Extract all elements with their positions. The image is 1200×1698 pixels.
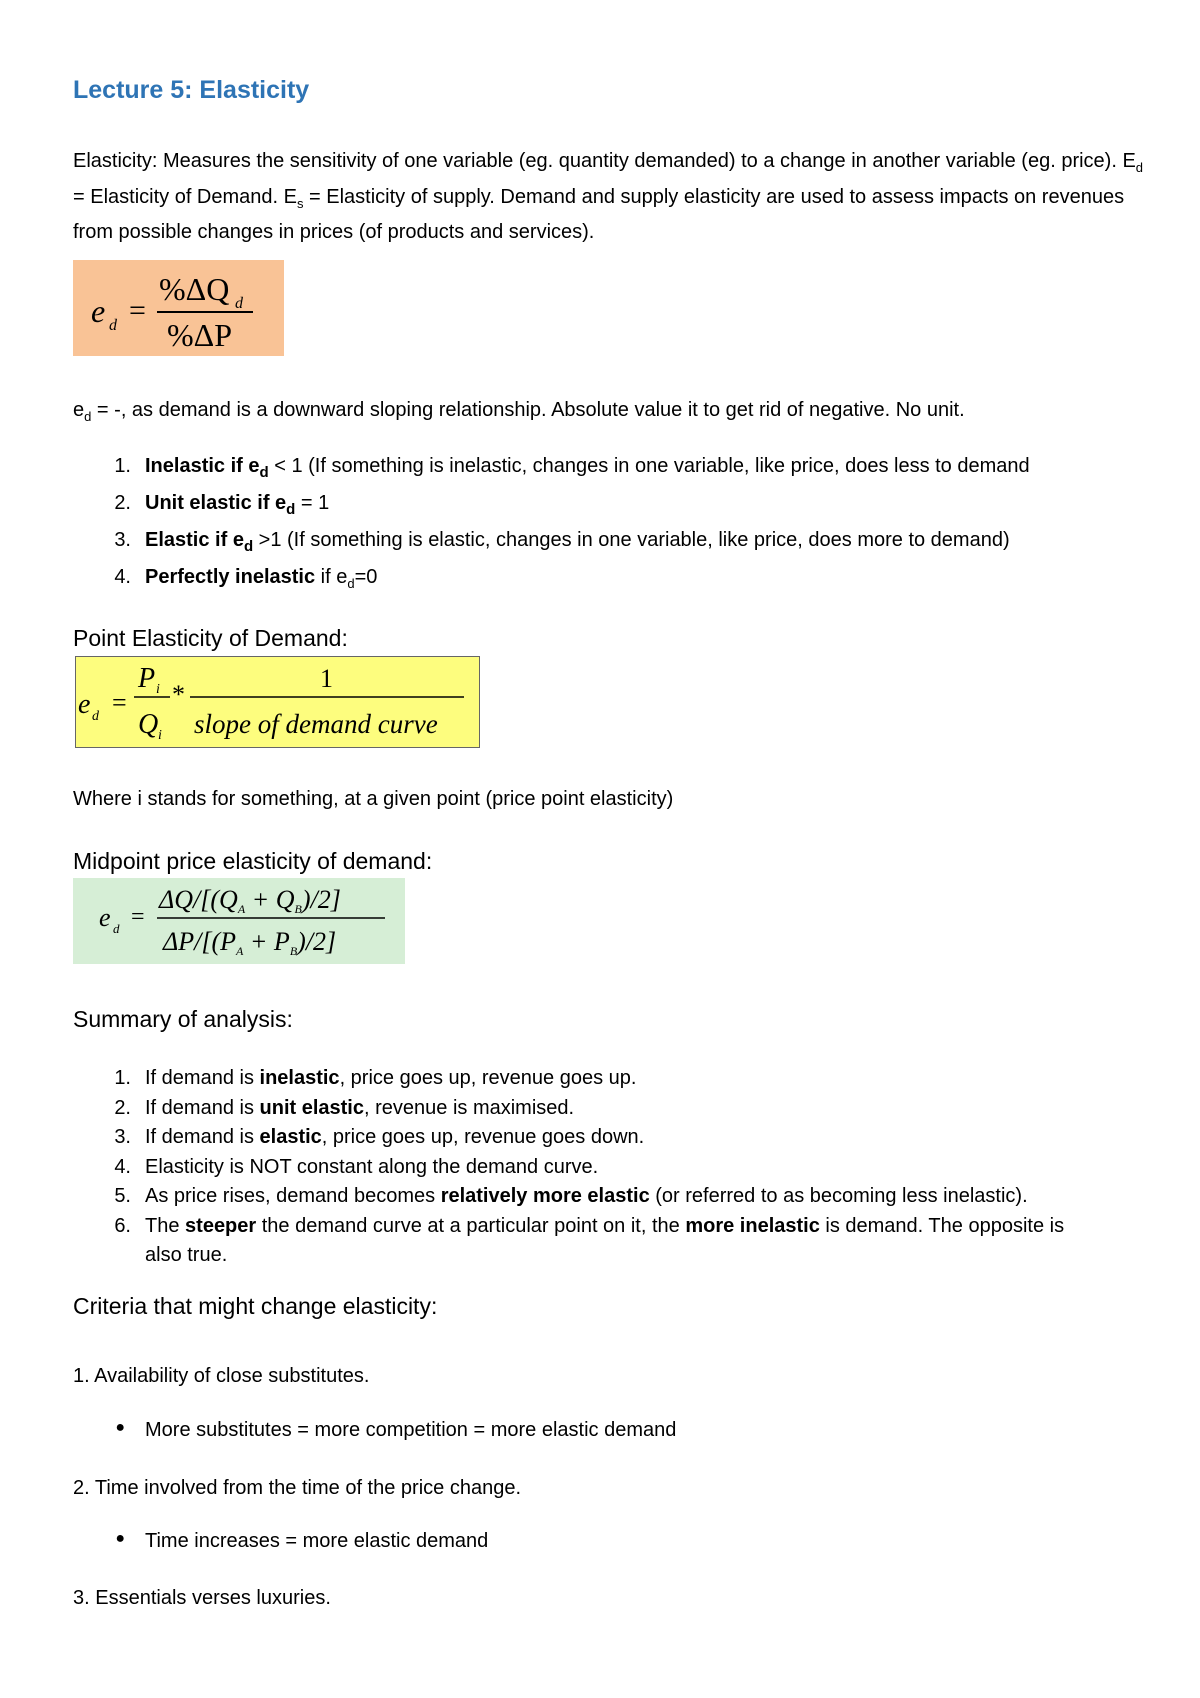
elasticity-formula-box [73, 260, 284, 356]
svg-text:i: i [156, 682, 160, 697]
list-item: 2. If demand is unit elastic, revenue is maximised. [114, 1096, 575, 1119]
elasticity-formula [73, 260, 284, 356]
svg-text:d: d [109, 317, 117, 334]
criterion-2: 2. Time involved from the time of the price change. [73, 1477, 521, 1499]
criterion-3: 3. Essentials verses luxuries. [73, 1587, 331, 1609]
list-item: 3. Elastic if $e_d >1$ (If something is elastic, changes in one variable, like price, does more to demand) [114, 529, 1010, 555]
summary-list [73, 1064, 1173, 1271]
svg-text:d: d [235, 295, 243, 312]
list-item: 2. Unit elastic if $e_d = 1$ [114, 492, 330, 518]
point-elasticity-formula [76, 657, 479, 747]
bullet-icon: ● [115, 1419, 125, 1436]
criteria-heading: Criteria that might change elasticity: [73, 1293, 438, 1319]
list-item: 5. As price rises, demand becomes relatively more elastic (or referred to as becoming less inelastic). [114, 1185, 1028, 1207]
intro-paragraph: Elasticity: Measures the sensitivity of one variable (eg. quantity demanded) to a change in another variable (eg. price). $E_d$ = Elasticity of Demand. $E_s$ = Elasticity of supply. Demand and supply elasticity are used to assess impacts on revenues from possible changes in prices (of products and services). [73, 150, 1144, 243]
summary-heading: Summary of analysis: [73, 1006, 293, 1032]
list-item: 1. Inelastic if $e_d < 1$ (If something is inelastic, changes in one variable, like price, does less to demand [114, 455, 1030, 481]
svg-text:ΔP/[(PA + PB)/2]: ΔP/[(PA + PB)/2] [163, 927, 337, 958]
list-item: 4. Perfectly inelastic if $e_d=0$ [114, 566, 378, 591]
criterion-1: 1. Availability of close substitutes. [73, 1365, 370, 1387]
svg-text:=: = [131, 904, 145, 930]
svg-text:e: e [78, 689, 91, 720]
criterion-1-bullet: ● More substitutes = more competition = more elastic demand [73, 1419, 1073, 1442]
sign-note: $e_d$ = -, as demand is a downward sloping relationship. Absolute value it to get rid of negative. No unit. [73, 399, 965, 424]
svg-text:e: e [99, 903, 111, 932]
svg-text:d: d [113, 921, 120, 936]
svg-text:1: 1 [320, 664, 333, 693]
criterion-2-bullet: ● Time increases = more elastic demand [73, 1530, 1073, 1553]
list-item: 3. If demand is elastic, price goes up, revenue goes down. [114, 1126, 645, 1148]
svg-text:slope of demand curve: slope of demand curve [194, 709, 438, 739]
midpoint-heading: Midpoint price elasticity of demand: [73, 848, 433, 874]
svg-text:d: d [92, 709, 99, 724]
svg-text:ΔQ/[(QA + QB)/2]: ΔQ/[(QA + QB)/2] [159, 885, 341, 916]
svg-text:i: i [158, 728, 162, 743]
where-note: Where i stands for something, at a given point (price point elasticity) [73, 788, 674, 810]
svg-text:e: e [91, 293, 106, 329]
bullet-icon: ● [115, 1530, 125, 1547]
svg-text:*: * [172, 680, 185, 709]
list-item: 1. If demand is inelastic, price goes up, revenue goes up. [114, 1067, 637, 1089]
midpoint-formula [73, 878, 405, 964]
svg-text:Q: Q [138, 709, 159, 740]
svg-text:=: = [112, 688, 127, 717]
point-elasticity-heading: Point Elasticity of Demand: [73, 625, 348, 651]
svg-text:%ΔP: %ΔP [167, 317, 233, 353]
svg-text:%ΔQ: %ΔQ [159, 271, 230, 307]
list-item: 6. The steeper the demand curve at a particular point on it, the more inelastic is demand. The opposite is also true. [114, 1214, 1065, 1266]
midpoint-formula-box [73, 878, 405, 964]
list-item: 4. Elasticity is NOT constant along the demand curve. [114, 1155, 599, 1178]
elasticity-types-list [73, 455, 1173, 603]
page-title: Lecture 5: Elasticity [73, 76, 310, 104]
point-elasticity-formula-box [75, 656, 480, 748]
svg-text:P: P [138, 663, 156, 694]
svg-text:=: = [129, 294, 146, 327]
